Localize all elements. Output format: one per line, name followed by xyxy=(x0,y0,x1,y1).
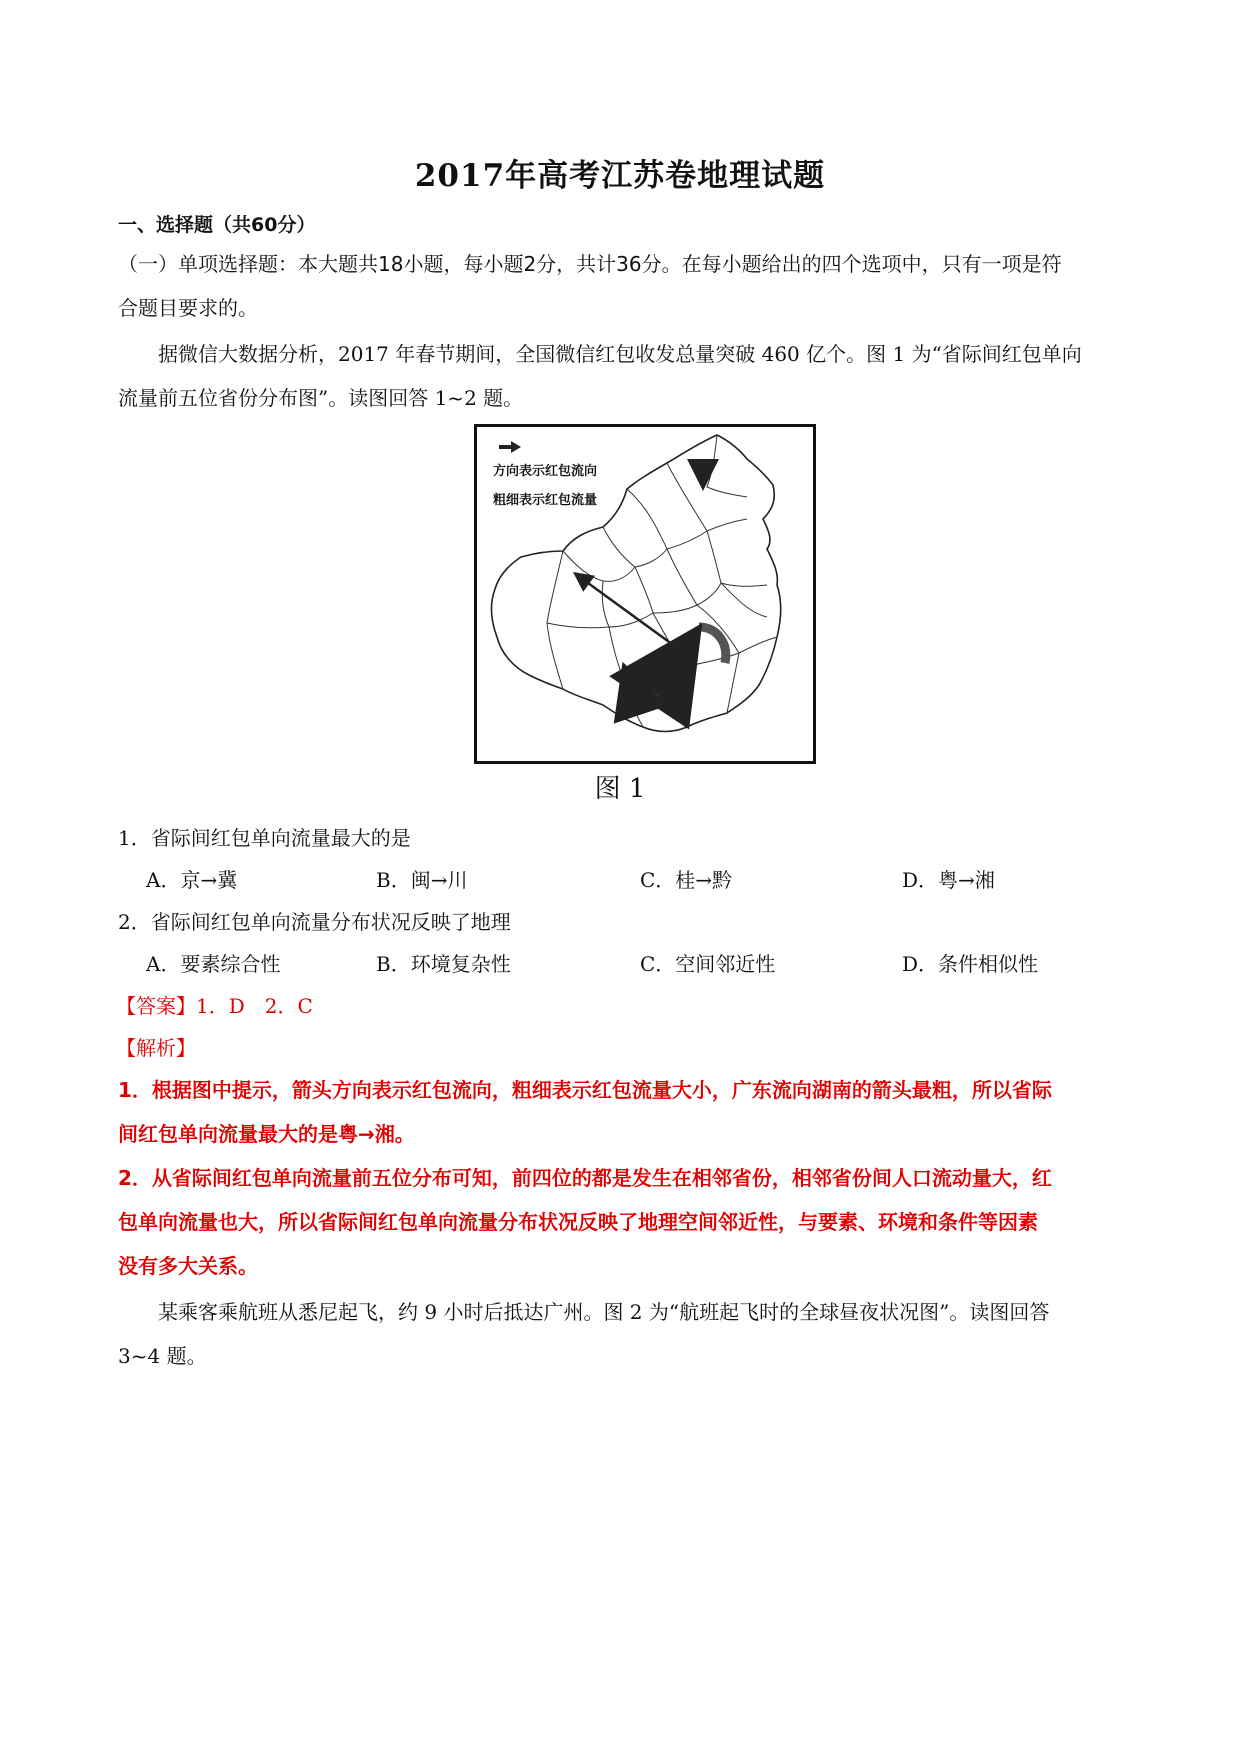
analysis-1-line-1: 1．根据图中提示，箭头方向表示红包流向，粗细表示红包流量大小，广东流向湖南的箭头最粗，所以省际 xyxy=(118,1078,1052,1102)
intro2-line-1: 某乘客乘航班从悉尼起飞，约 9 小时后抵达广州。图 2 为“航班起飞时的全球昼夜状况图”。读图回答 xyxy=(158,1300,1050,1324)
question-1-option-c: C．桂→黔 xyxy=(640,868,733,892)
analysis-2-line-1: 2．从省际间红包单向流量前五位分布可知，前四位的都是发生在相邻省份，相邻省份间人口流动量大，红 xyxy=(118,1166,1052,1190)
arrow-guangdong-hunan xyxy=(684,643,691,681)
question-2-stem: 2．省际间红包单向流量分布状况反映了地理 xyxy=(118,910,511,934)
question-2-option-a: A．要素综合性 xyxy=(146,952,281,976)
figure-1-caption: 图 1 xyxy=(594,774,646,804)
analysis-1-line-2: 间红包单向流量最大的是粤→湘。 xyxy=(118,1122,415,1146)
legend-line-2: 粗细表示红包流量 xyxy=(493,493,598,508)
answer-block xyxy=(116,990,313,1019)
arrow-guangxi-guizhou xyxy=(627,675,659,697)
question-2-option-b: B．环境复杂性 xyxy=(376,952,511,976)
legend-line-1: 方向表示红包流向 xyxy=(493,464,598,479)
question-1-option-a: A．京→冀 xyxy=(146,868,238,892)
question-2-option-d: D．条件相似性 xyxy=(902,952,1039,976)
analysis-2-line-3: 没有多大关系。 xyxy=(118,1254,258,1278)
subsection-line-1: （一）单项选择题：本大题共18小题，每小题2分，共计36分。在每小题给出的四个选项中，只有一项是符 xyxy=(118,252,1062,276)
arrow-guangdong-hunan-outer xyxy=(699,627,726,663)
page-title: 2017年高考江苏卷地理试题 xyxy=(414,158,826,194)
question-1-option-b: B．闽→川 xyxy=(376,868,468,892)
answer-text: 1．D 2．C xyxy=(196,994,313,1018)
subsection-line-2: 合题目要求的。 xyxy=(118,296,258,320)
intro1-line-1: 据微信大数据分析，2017 年春节期间，全国微信红包收发总量突破 460 亿个。图 1 为“省际间红包单向 xyxy=(158,342,1082,366)
answer-label: 【答案】 xyxy=(116,994,196,1018)
question-1-option-d: D．粤→湘 xyxy=(902,868,995,892)
arrow-fujian-sichuan xyxy=(577,575,687,655)
intro1-line-2: 流量前五位省份分布图”。读图回答 1~2 题。 xyxy=(118,386,524,410)
intro2-line-2: 3~4 题。 xyxy=(118,1344,207,1368)
section-heading: 一、选择题（共60分） xyxy=(118,214,316,236)
legend-arrow-icon xyxy=(499,441,521,453)
figure-1-map xyxy=(474,424,816,764)
analysis-label: 【解析】 xyxy=(116,1036,196,1060)
analysis-2-line-2: 包单向流量也大，所以省际间红包单向流量分布状况反映了地理空间邻近性，与要素、环境和条件等因素 xyxy=(118,1210,1038,1234)
question-1-stem: 1．省际间红包单向流量最大的是 xyxy=(118,826,411,850)
question-2-option-c: C．空间邻近性 xyxy=(640,952,776,976)
